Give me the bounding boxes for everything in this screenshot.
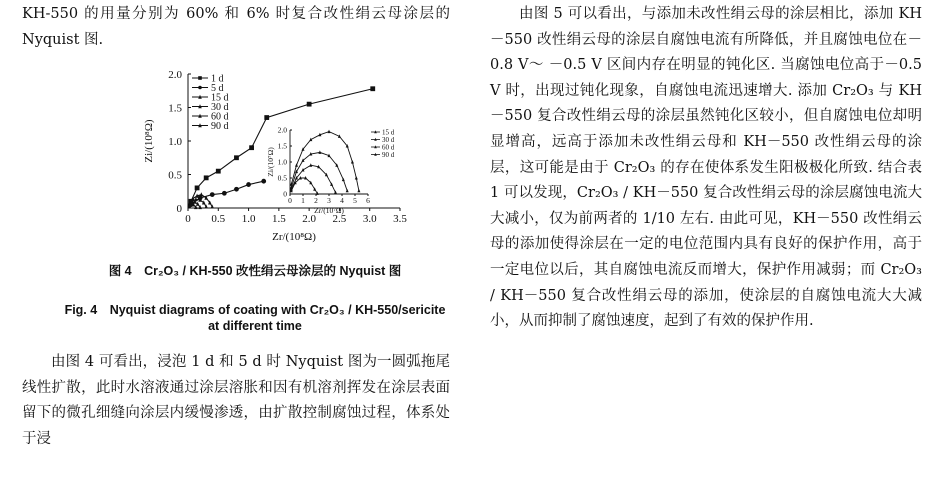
right-column	[490, 2, 922, 335]
inset-y-tick-label: 1.5	[277, 141, 287, 151]
legend-marker	[198, 76, 202, 80]
legend-label: 30 d	[211, 102, 229, 113]
data-point	[234, 187, 239, 192]
inset-x-tick-label: 2	[314, 196, 318, 205]
x-tick-label: 2.5	[332, 213, 347, 225]
inset-legend-label: 60 d	[382, 143, 395, 152]
inset-x-tick-label: 3	[327, 196, 331, 205]
legend-label: 90 d	[211, 121, 229, 132]
legend-label: 1 d	[211, 73, 224, 85]
paragraph-bottom: 由图 4 可看出，浸泡 1 d 和 5 d 时 Nyquist 图为一圆弧拖尾线性扩散，此时水溶液通过涂层溶胀和因有机溶剂挥发在涂层表面留下的微孔细缝向涂层内缓慢渗透，由扩散控制腐蚀过程，体系处于浸	[22, 354, 450, 447]
inset-x-tick-label: 6	[366, 196, 370, 205]
y-tick-label: 1.5	[168, 102, 182, 115]
inset-y-tick-label: 1.0	[277, 157, 287, 167]
inset-data-point	[357, 189, 360, 193]
inset-legend-label: 15 d	[382, 128, 395, 137]
y-tick-label: 0	[176, 203, 182, 215]
x-tick-label: 3.5	[393, 213, 407, 225]
figure-caption-en: Fig. 4 Nyquist diagrams of coating with Cr₂O₃ / KH-550/sericite at different time	[64, 303, 446, 333]
legend-label: 60 d	[211, 111, 229, 123]
inset-x-tick-label: 5	[353, 196, 357, 205]
inset-data-point	[328, 130, 331, 134]
inset-legend-label: 30 d	[382, 136, 395, 144]
data-point	[370, 86, 375, 91]
inset-data-point	[355, 176, 358, 180]
inset-series-line	[291, 132, 359, 191]
inset-y-tick-label: 2.0	[277, 125, 287, 135]
paragraph-top: KH-550 的用量分别为 60% 和 6% 时复合改性绢云母涂层的 Nyquist 图.	[22, 6, 450, 48]
inset-x-tick-label: 0	[288, 196, 292, 205]
inset-data-point	[309, 163, 312, 167]
y-tick-label: 0.5	[168, 169, 182, 182]
inset-data-point	[351, 160, 354, 164]
inset-data-point	[302, 158, 305, 162]
paragraph-right: 由图 5 可以看出，与添加未改性绢云母的涂层相比，添加 KH－550 改性绢云母的涂层自腐蚀电流有所降低，并且腐蚀电位在－0.8 V～ －0.5 V 区间内存在明显的钝化区. 当腐蚀电位高于－0.5 V 时，出现过钝化现象，自腐蚀电流迅速增大. 添加 Cr₂O₃ 与 KH－550 复合改性绢云母的涂层虽然钝化区较小，但自腐蚀电位却明显增高，远高于添加未改性绢云母和 KH－550 改性绢云母的涂层，这可能是由于 Cr₂O₃ 的存在使体系发生阳极极化所致. 结合表 1 可以发现，Cr₂O₃ / KH－550 复合改性绢云母的涂层腐蚀电流大大减小，仅为前两者的 1/10 左右. 由此可见，KH－550 改性绢云母的添加使得涂层在一定的电位范围内具有良好的保护作用，高于一定电位以后，其自腐蚀电流反而增大，保护作用减弱；而 Cr₂O₃ / KH－550 复合改性绢云母的添加，使涂层的自腐蚀电流大大减小，从而抑制了腐蚀速度，起到了有效的保护作用.	[490, 6, 922, 330]
x-tick-label: 1.0	[241, 213, 256, 225]
x-tick-label: 3.0	[362, 213, 377, 225]
data-point	[261, 179, 266, 184]
left-column	[22, 2, 450, 53]
inset-y-axis-label: Zi/(10⁷Ω)	[266, 147, 275, 177]
legend-label: 5 d	[211, 83, 224, 94]
inset-x-tick-label: 4	[340, 196, 344, 205]
x-tick-label: 2.0	[302, 213, 317, 225]
x-tick-label: 0	[185, 213, 191, 225]
inset-x-tick-label: 1	[301, 196, 305, 205]
inset-y-tick-label: 0.5	[277, 173, 287, 183]
y-axis-label: Zi/(10⁸Ω)	[143, 119, 155, 163]
data-point	[307, 102, 312, 107]
y-tick-label: 2.0	[168, 69, 182, 81]
data-point	[216, 169, 221, 174]
data-point	[222, 191, 227, 196]
data-point	[200, 192, 204, 196]
y-tick-label: 1.0	[168, 136, 182, 148]
data-point	[264, 115, 269, 120]
inset-data-point	[346, 189, 349, 193]
data-point	[249, 145, 254, 150]
inset-x-axis-label: Zr/(10⁷Ω)	[314, 206, 344, 215]
figure-caption-cn: 图 4 Cr₂O₃ / KH-550 改性绢云母涂层的 Nyquist 图	[108, 264, 402, 278]
data-point	[210, 192, 215, 197]
x-tick-label: 1.5	[271, 213, 286, 225]
x-tick-label: 0.5	[211, 213, 226, 225]
data-point	[195, 186, 200, 191]
inset-legend-label: 90 d	[382, 151, 395, 159]
figure-4	[128, 68, 414, 254]
left-column-bottom	[22, 350, 450, 452]
legend-marker	[198, 86, 202, 90]
nyquist-chart	[128, 68, 414, 254]
data-point	[246, 182, 251, 187]
x-axis-label: Zr/(10⁸Ω)	[272, 231, 316, 243]
legend-label: 15 d	[211, 92, 229, 104]
data-point	[204, 175, 209, 180]
data-point	[234, 155, 239, 160]
inset-y-tick-label: 0	[283, 189, 287, 199]
